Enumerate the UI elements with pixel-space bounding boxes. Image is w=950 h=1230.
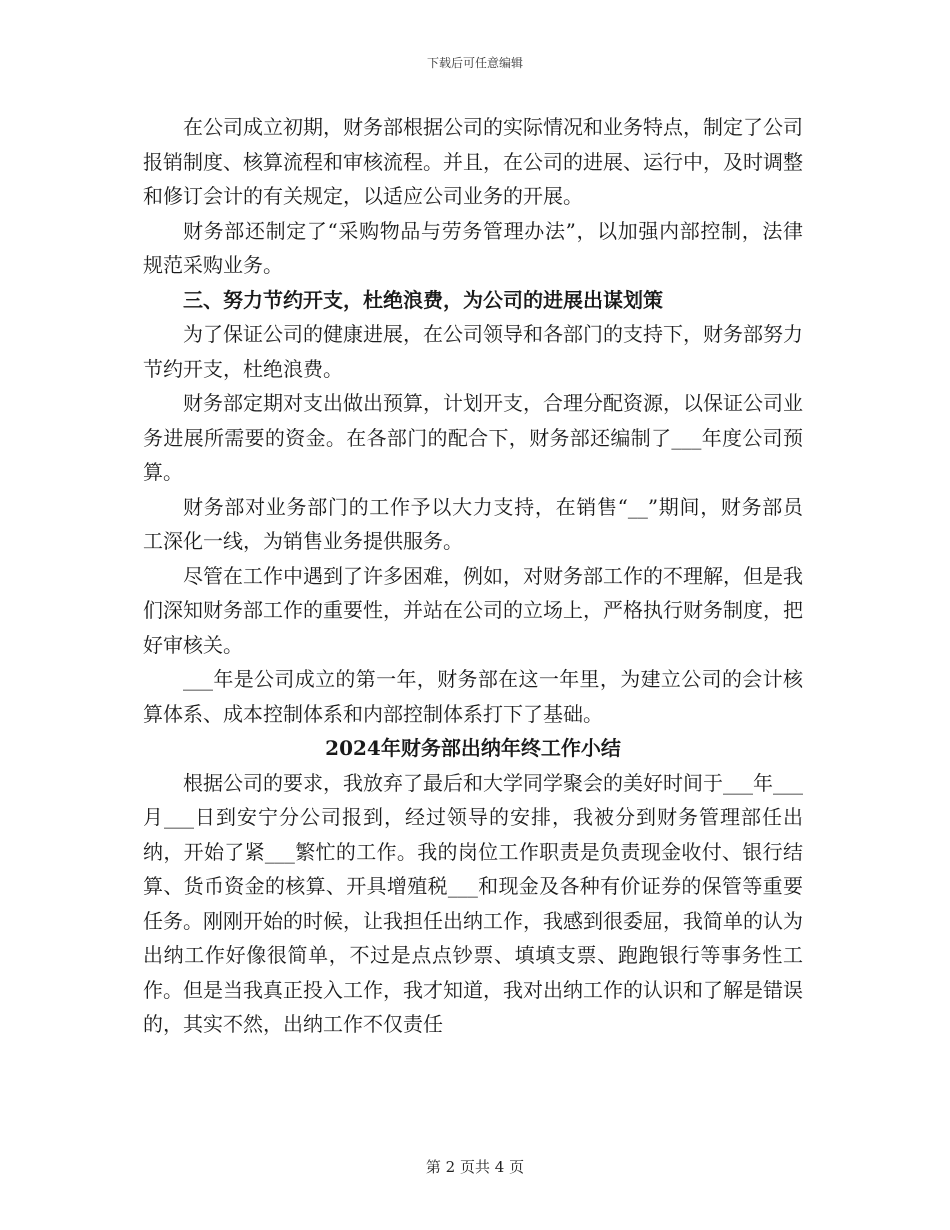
section-heading: 三、努力节约开支，杜绝浪费，为公司的进展出谋划策 bbox=[183, 287, 663, 312]
document-title: 2024年财务部出纳年终工作小结 bbox=[325, 736, 621, 760]
page-header: 下载后可任意编辑 bbox=[426, 56, 523, 70]
paragraph: 尽管在工作中遇到了许多困难，例如，对财务部工作的不理解，但是我们深知财务部工作的重要性，并站在公司的立场上，严格执行财务制度，把好审核关。 bbox=[143, 563, 803, 657]
paragraph: ___年是公司成立的第一年，财务部在这一年里，为建立公司的会计核算体系、成本控制体系和内部控制体系打下了基础。 bbox=[143, 667, 803, 726]
paragraph: 财务部还制定了“采购物品与劳务管理办法”，以加强内部控制，法律规范采购业务。 bbox=[143, 218, 803, 277]
paragraph: 财务部对业务部门的工作予以大力支持，在销售“__”期间，财务部员工深化一线，为销售业务提供服务。 bbox=[143, 494, 803, 553]
paragraph: 根据公司的要求，我放弃了最后和大学同学聚会的美好时间于___年___月___日到安宁分公司报到，经过领导的安排，我被分到财务管理部任出纳，开始了紧___繁忙的工作。我的岗位工作职责是负责现金收付、银行结算、货币资金的核算、开具增殖税___和现金及各种有价证券的保管等重要任务。刚刚开始的时候，让我担任出纳工作，我感到很委屈，我简单的认为出纳工作好像很简单，不过是点点钞票、填填支票、跑跑银行等事务性工作。但是当我真正投入工作，我才知道，我对出纳工作的认识和了解是错误的，其实不然，出纳工作不仅责任 bbox=[143, 770, 803, 1036]
document-body bbox=[143, 110, 803, 1042]
paragraph: 为了保证公司的健康进展，在公司领导和各部门的支持下，财务部努力节约开支，杜绝浪费。 bbox=[143, 322, 803, 381]
page-footer: 第 2 页共 4 页 bbox=[425, 1158, 525, 1176]
paragraph: 在公司成立初期，财务部根据公司的实际情况和业务特点，制定了公司报销制度、核算流程和审核流程。并且，在公司的进展、运行中，及时调整和修订会计的有关规定，以适应公司业务的开展。 bbox=[143, 115, 803, 208]
paragraph: 财务部定期对支出做出预算，计划开支，合理分配资源，以保证公司业务进展所需要的资金。在各部门的配合下，财务部还编制了___年度公司预算。 bbox=[143, 391, 803, 484]
